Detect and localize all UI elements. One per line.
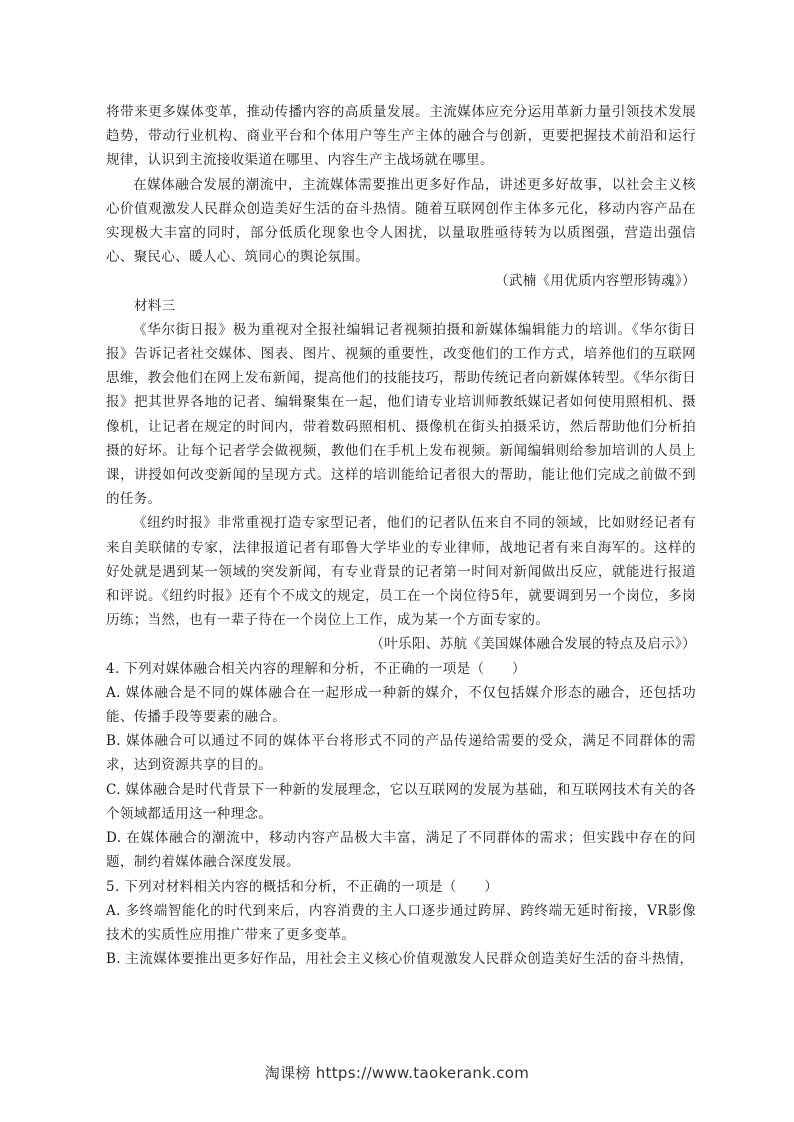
paragraph-wall-street-journal: 《华尔街日报》极为重视对全报社编辑记者视频拍摄和新媒体编辑能力的培训。《华尔街日报》告诉记者社交媒体、图表、图片、视频的重要性，改变他们的工作方式，培养他们的互联网思维，教会他们在网上发布新闻，提高他们的技能技巧，帮助传统记者向新媒体转型。《华尔街日报》把其世界各地的记者、编辑聚集在一起，他们请专业培训师教纸媒记者如何使用照相机、摄像机，让记者在规定的时间内，带着数码照相机、摄像机在街头拍摄采访，然后帮助他们分析拍摄的好坏。让每个记者学会做视频，教他们在手机上发布视频。新闻编辑则给参加培训的人员上课，讲授如何改变新闻的呈现方式。这样的培训能给记者很大的帮助，能让他们完成之前做不到的任务。 — [106, 321, 696, 508]
question-4-option-d: D. 在媒体融合的潮流中，移动内容产品极大丰富，满足了不同群体的需求；但实践中存在的问题，制约着媒体融合深度发展。 — [106, 830, 696, 871]
question-5-option-a: A. 多终端智能化的时代到来后，内容消费的主人口逐步通过跨屏、跨终端无延时衔接，VR影像技术的实质性应用推广带来了更多变革。 — [106, 902, 696, 943]
paragraph-new-york-times: 《纽约时报》非常重视打造专家型记者，他们的记者队伍来自不同的领域，比如财经记者有来自美联储的专家，法律报道记者有耶鲁大学毕业的专业律师，战地记者有来自海军的。这样的好处就是遇到某一领域的突发新闻，有专业背景的记者第一时间对新闻做出反应，就能进行报道和评说。《纽约时报》还有个不成文的规定，员工在一个岗位待5年，就要调到另一个岗位，多岗历练；当然，也有一辈子待在一个岗位上工作，成为某一个方面专家的。 — [106, 515, 696, 629]
material-three-heading: 材料三 — [134, 297, 176, 314]
paragraph-continuation: 将带来更多媒体变革，推动传播内容的高质量发展。主流媒体应充分运用革新力量引领技术发展趋势，带动行业机构、商业平台和个体用户等生产主体的融合与创新，更要把握技术前沿和运行规律，认识到主流接收渠道在哪里、内容生产主战场就在哪里。 — [106, 104, 696, 169]
question-5-option-b: B. 主流媒体要推出更多好作品，用社会主义核心价值观激发人民群众创造美好生活的奋斗热情， — [106, 951, 694, 968]
question-4-stem: 4. 下列对媒体融合相关内容的理解和分析，不正确的一项是（ ） — [106, 660, 526, 677]
question-4-option-c: C. 媒体融合是时代背景下一种新的发展理念，它以互联网的发展为基础，和互联网技术有关的各个领域都适用这一种理念。 — [106, 781, 696, 822]
citation-wu-nan: （武楠《用优质内容塑形铸魂》） — [495, 273, 696, 290]
article-body — [106, 100, 696, 971]
footer-watermark: 淘课榜 https://www.taokerank.com — [264, 1064, 530, 1082]
question-4-option-b: B. 媒体融合可以通过不同的媒体平台将形式不同的产品传递给需要的受众，满足不同群体的需求，达到资源共享的目的。 — [106, 733, 696, 774]
question-4-option-a: A. 媒体融合是不同的媒体融合在一起形成一种新的媒介，不仅包括媒介形态的融合，还包括功能、传播手段等要素的融合。 — [106, 684, 696, 726]
question-5-stem: 5. 下列对材料相关内容的概括和分析，不正确的一项是（ ） — [106, 878, 499, 895]
paragraph-mainstream-media: 在媒体融合发展的潮流中，主流媒体需要推出更多好作品，讲述更多好故事，以社会主义核心价值观激发人民群众创造美好生活的奋斗热情。随着互联网创作主体多元化，移动内容产品在实现极大丰富的同时，部分低质化现象也令人困扰，以量取胜亟待转为以质图强，营造出强信心、聚民心、暖人心、筑同心的舆论氛围。 — [106, 176, 696, 266]
citation-ye-su: （叶乐阳、苏航《美国媒体融合发展的特点及启示》） — [370, 636, 696, 653]
